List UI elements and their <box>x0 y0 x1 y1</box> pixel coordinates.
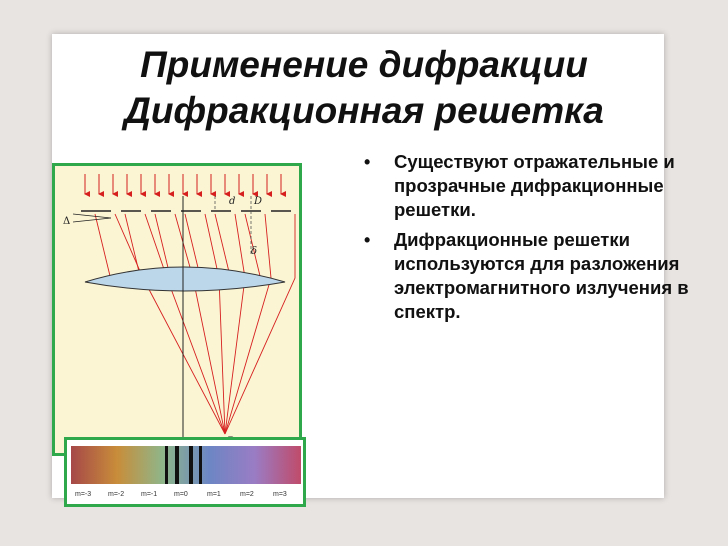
spectrum-band <box>71 446 301 484</box>
d-label: d <box>229 196 236 207</box>
title-line-1: Применение дифракции <box>140 44 588 85</box>
bullet-item <box>360 150 690 222</box>
diffracted-rays <box>95 214 295 434</box>
bullet-item <box>360 228 690 324</box>
bullet-text: Дифракционные решетки используются для разложения электромагнитного излучения в спектр. <box>394 229 689 322</box>
delta-marker <box>73 214 111 222</box>
diffraction-grating-diagram <box>52 163 302 456</box>
small-delta-label: δ <box>251 246 258 257</box>
order-label: m=2 <box>240 491 254 498</box>
order-label: m=0 <box>174 491 188 498</box>
title-line-2: Дифракционная решетка <box>124 90 604 131</box>
incident-rays <box>85 174 281 194</box>
bullet-dot: • <box>364 230 371 250</box>
bullet-list <box>360 150 690 330</box>
spectrum-strip <box>64 437 306 507</box>
delta-label: Δ <box>63 216 71 227</box>
order-label: m=-3 <box>75 491 92 498</box>
grating-svg <box>55 166 299 453</box>
lens <box>85 267 285 291</box>
bullet-dot: • <box>364 152 371 172</box>
slide-title <box>0 42 728 134</box>
order-label: m=1 <box>207 491 221 498</box>
order-label: m=-1 <box>141 491 158 498</box>
spectrum-svg <box>71 446 301 498</box>
bullet-text: Существуют отражательные и прозрачные дифракционные решетки. <box>394 151 675 220</box>
D-label: D <box>254 196 263 207</box>
order-label: m=3 <box>273 491 287 498</box>
order-label: m=-2 <box>108 491 125 498</box>
